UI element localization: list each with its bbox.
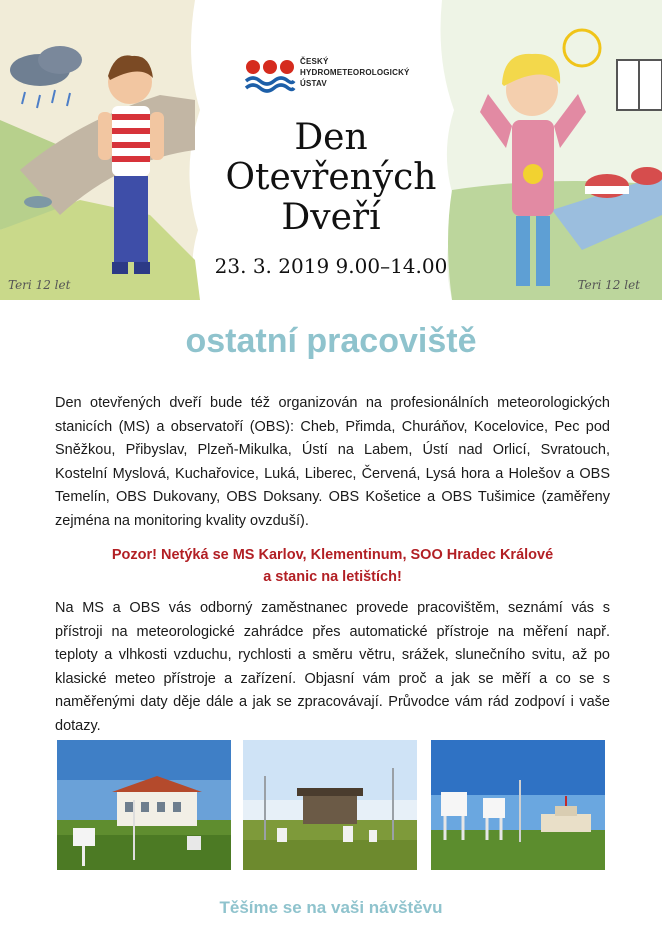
title-line-1: Den bbox=[294, 117, 368, 158]
warning-line-2: a stanic na letištích! bbox=[263, 569, 402, 585]
chmu-logo-icon bbox=[244, 56, 296, 96]
title-line-3: Dveří bbox=[281, 197, 381, 238]
poster-header bbox=[0, 0, 662, 300]
event-date: 23. 3. 2019 9.00–14.00 bbox=[214, 254, 448, 278]
signature-right: Teri 12 let bbox=[577, 278, 640, 292]
warning-notice bbox=[55, 544, 610, 588]
logo-line-3: ÚSTAV bbox=[300, 79, 327, 88]
chmu-logo bbox=[244, 56, 410, 96]
section-heading: ostatní pracoviště bbox=[185, 322, 477, 360]
title-line-2: Otevřených bbox=[225, 157, 437, 198]
signature-left: Teri 12 let bbox=[8, 278, 71, 292]
logo-line-2: HYDROMETEOROLOGICKÝ bbox=[300, 68, 410, 77]
photo-instrument-shelters bbox=[431, 740, 605, 870]
stations-paragraph: Den otevřených dveří bude též organizován na profesionálních meteorologických stanicích (MS) a observatoří (OBS): Cheb, Přimda, Churáňov, Kocelovice, Pec pod Sněžkou, Přibyslav, Plzeň-Mikulka, Ústí na Labem, Ústí nad Orlicí, Svratouch, Kostelní Myslová, Kuchařovice, Luká, Liberec, Červená, Lysá hora a Holešov a OBS Temelín, OBS Dukovany, OBS Doksany. OBS Košetice a OBS Tušimice (zaměřeny zejména na monitoring kvality ovzduší). bbox=[55, 395, 610, 529]
event-title bbox=[200, 118, 462, 238]
drawing-sad-boy-rain bbox=[0, 0, 200, 300]
closing-message: Těšíme se na vaši návštěvu bbox=[219, 898, 443, 917]
tour-paragraph: Na MS a OBS vás odborný zaměstnanec provede pracovištěm, seznámí vás s přístroji na meteorologické zahrádce přes automatické přístroje na měření např. teploty a vlhkosti vzduchu, rychlosti a směru větru, srážek, slunečního svitu, až po klasické meteo přístroje a zařízení. Objasní vám proč a jak se měří a co se s naměřenými daty děje dále a jak se zpracovávají. Průvodce vám rád zodpoví i vaše dotazy. bbox=[55, 600, 610, 734]
logo-text bbox=[300, 56, 410, 89]
photo-station-building bbox=[57, 740, 231, 870]
station-photos bbox=[57, 740, 605, 870]
warning-line-1: Pozor! Netýká se MS Karlov, Klementinum, SOO Hradec Králové bbox=[111, 547, 554, 563]
photo-weather-garden bbox=[243, 740, 417, 870]
drawing-happy-boy-sun bbox=[432, 0, 662, 300]
logo-line-1: ČESKÝ bbox=[300, 57, 329, 66]
